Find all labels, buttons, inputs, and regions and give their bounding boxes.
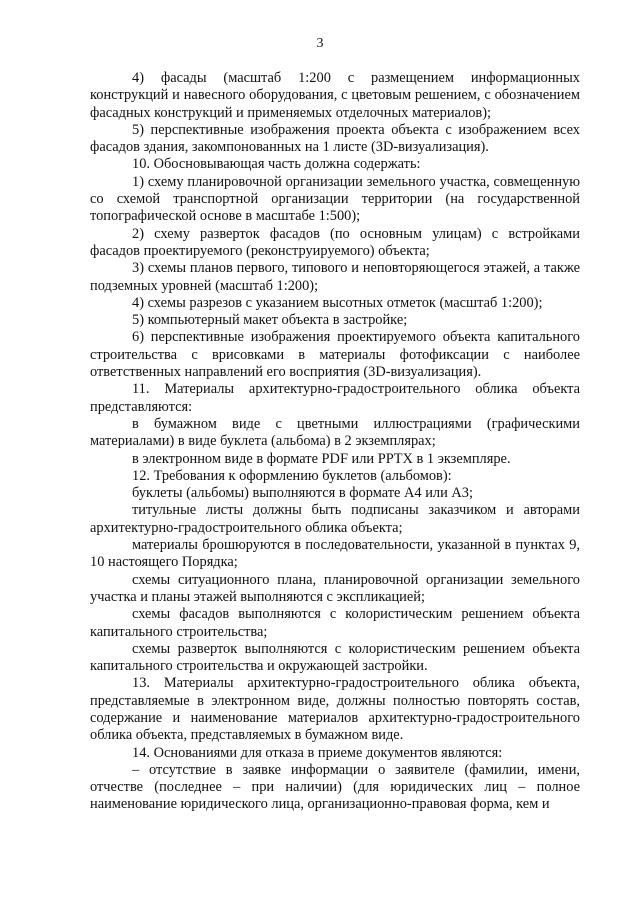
item-binding-order: материалы брошюруются в последовательности, указанной в пунктах 9, 10 настоящего Порядка; bbox=[90, 537, 580, 571]
item-facade-sweep-scheme: 2) схему разверток фасадов (по основным улицам) с встройками фасадов проектируемого (реконструируемого) объекта; bbox=[90, 225, 580, 259]
item-computer-model: 5) компьютерный макет объекта в застройке; bbox=[132, 312, 408, 329]
item-facades: 4) фасады (масштаб 1:200 с размещением информационных конструкций и навесного оборудования, с цветовым решением, с обозначением фасадных конструкций и применяемых отделочных материалов); bbox=[90, 70, 580, 121]
section-10-heading: 10. Обосновывающая часть должна содержать: bbox=[132, 156, 421, 173]
page-number: 3 bbox=[316, 36, 324, 51]
item-perspective-images: 5) перспективные изображения проекта объекта с изображением всех фасадов здания, закомпонованных на 1 листе (3D-визуализация). bbox=[90, 121, 580, 156]
item-site-plan-scheme: 1) схему планировочной организации земельного участка, совмещенную со схемой транспортной организации территории (на государственной топографической основе в масштабе 1:500); bbox=[90, 173, 580, 225]
item-sweep-colors: схемы разверток выполняются с колористическим решением объекта капитального строительства и окружающей застройки. bbox=[90, 640, 580, 675]
item-situation-plan: схемы ситуационного плана, планировочной организации земельного участка и планы этажей выполняются с экспликацией; bbox=[90, 571, 580, 605]
item-floor-plans-scheme: 3) схемы планов первого, типового и неповторяющегося этажей, а также подземных уровней (масштаб 1:200); bbox=[90, 260, 580, 294]
item-sections-scheme: 4) схемы разрезов с указанием высотных отметок (масштаб 1:200); bbox=[132, 294, 543, 311]
document-body bbox=[90, 70, 580, 814]
item-missing-applicant-info: – отсутствие в заявке информации о заявителе (фамилии, имени, отчестве (последнее – при наличии) (для юридических лиц – полное наименование юридического лица, организационно-правовая форма, кем и bbox=[90, 761, 580, 813]
item-paper-format: в бумажном виде с цветными иллюстрациями (графическими материалами) в виде буклета (альбома) в 2 экземплярах; bbox=[90, 415, 580, 450]
section-13-paragraph: 13. Материалы архитектурно-градостроительного облика объекта, представляемые в электронном виде, должны полностью повторять состав, содержание и наименование материалов архитектурно-градостроительного облика объекта, представляемых в бумажном виде. bbox=[90, 675, 580, 744]
item-booklet-size: буклеты (альбомы) выполняются в формате А4 или А3; bbox=[132, 485, 473, 502]
section-11-heading: 11. Материалы архитектурно-градостроительного облика объекта представляются: bbox=[90, 381, 580, 415]
item-facade-colors: схемы фасадов выполняются с колористическим решением объекта капитального строительства; bbox=[90, 606, 580, 640]
item-perspective-renderings: 6) перспективные изображения проектируемого объекта капитального строительства с врисовками в материалы фотофиксации с наиболее ответственных направлений его восприятия (3D-визуализация). bbox=[90, 329, 580, 381]
item-title-pages: титульные листы должны быть подписаны заказчиком и авторами архитектурно-градостроительного облика объекта; bbox=[90, 502, 580, 536]
section-14-heading: 14. Основаниями для отказа в приеме документов являются: bbox=[132, 744, 503, 761]
item-electronic-format: в электронном виде в формате PDF или PPTX в 1 экземпляре. bbox=[132, 450, 511, 467]
section-12-heading: 12. Требования к оформлению буклетов (альбомов): bbox=[132, 467, 452, 484]
